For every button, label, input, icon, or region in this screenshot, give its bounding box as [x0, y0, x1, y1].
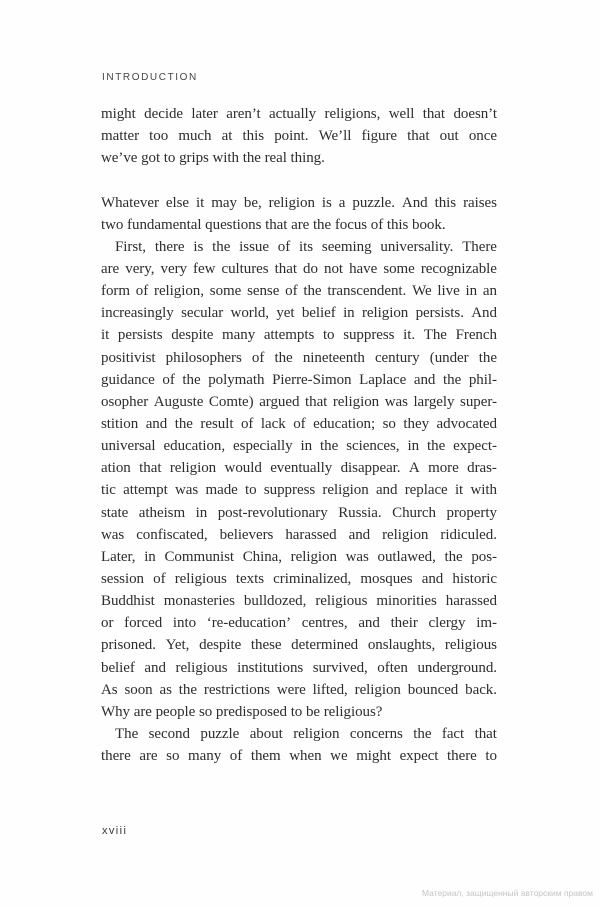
- page-number: xviii: [102, 825, 128, 837]
- text-line: As soon as the restrictions were lifted, religion bounced back.: [101, 681, 497, 698]
- copyright-watermark: Материал, защищенный авторским правом: [421, 888, 593, 898]
- text-line: was confiscated, believers harassed and religion ridiculed.: [101, 526, 497, 543]
- text-line: matter too much at this point. We’ll figure that out once: [101, 128, 497, 145]
- text-line: tic attempt was made to suppress religion and replace it with: [101, 482, 497, 499]
- text-line: First, there is the issue of its seeming universality. There: [115, 238, 497, 255]
- text-line: might decide later aren’t actually religions, well that doesn’t: [101, 106, 497, 122]
- text-line: belief and religious institutions survived, often underground.: [101, 659, 497, 676]
- text-line: Why are people so predisposed to be religious?: [101, 703, 383, 720]
- text-line: or forced into ‘re-education’ centres, and their clergy im-: [101, 615, 497, 632]
- text-line: are very, very few cultures that do not have some recognizable: [101, 261, 497, 278]
- text-line: ation that religion would eventually disappear. A more dras-: [101, 460, 497, 477]
- text-line: osopher Auguste Comte) argued that religion was largely super-: [101, 393, 497, 410]
- text-line: guidance of the polymath Pierre-Simon Laplace and the phil-: [101, 371, 497, 388]
- page-body: [101, 103, 497, 767]
- text-line: Whatever else it may be, religion is a puzzle. And this raises: [101, 194, 497, 211]
- paragraph: [101, 723, 497, 767]
- text-line: increasingly secular world, yet belief in religion persists. And: [101, 305, 497, 322]
- text-line: there are so many of them when we might expect there to: [101, 748, 497, 765]
- text-line: stition and the result of lack of education; so they advocated: [101, 416, 497, 433]
- paragraph: [101, 236, 497, 723]
- text-line: Later, in Communist China, religion was outlawed, the pos-: [101, 548, 497, 565]
- text-line: positivist philosophers of the nineteenth century (under the: [101, 349, 497, 366]
- paragraph: [101, 103, 497, 169]
- text-line: universal education, especially in the sciences, in the expect-: [101, 438, 497, 455]
- text-line: form of religion, some sense of the transcendent. We live in an: [101, 283, 497, 300]
- text-line: state atheism in post-revolutionary Russia. Church property: [101, 504, 497, 521]
- text-line: session of religious texts criminalized, mosques and historic: [101, 571, 497, 587]
- text-line: two fundamental questions that are the focus of this book.: [101, 216, 446, 233]
- text-line: it persists despite many attempts to suppress it. The French: [101, 327, 497, 344]
- text-line: we’ve got to grips with the real thing.: [101, 150, 325, 167]
- text-line: Buddhist monasteries bulldozed, religious minorities harassed: [101, 593, 497, 610]
- paragraph: [101, 192, 497, 236]
- text-line: The second puzzle about religion concerns the fact that: [115, 725, 497, 742]
- running-header: INTRODUCTION: [102, 72, 198, 83]
- text-line: prisoned. Yet, despite these determined onslaughts, religious: [101, 637, 497, 654]
